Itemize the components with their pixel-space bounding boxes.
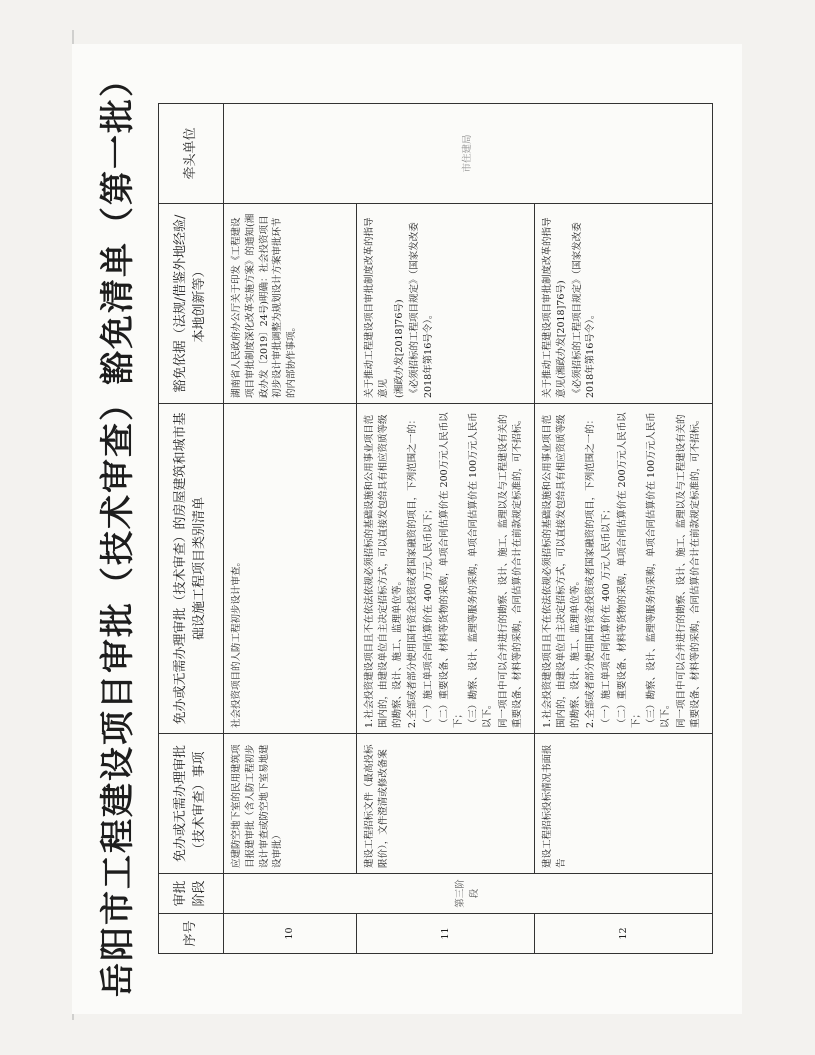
list-line: 2.全部或者部分使用国有资金投资或者国家融资的项目，下列范围之一的： <box>407 414 419 728</box>
list-line: （三）勘察、设计、监理等服务的采购，单项合同估算价在 100万元人民币以下。 <box>468 412 494 728</box>
basis-cell <box>224 204 357 404</box>
basis-line: 《必须招标的工程项目规定》（国家发改委2018年第16号令）。 <box>409 222 435 398</box>
item-cell: 建设工程招标文件（最高投标限价），文件澄清或修改备案 <box>357 734 535 874</box>
basis-line: (湘政办发[2018]76号) <box>393 299 405 398</box>
header-unit: 牵头单位 <box>159 104 224 204</box>
rotated-content <box>72 44 742 1014</box>
header-no: 序号 <box>159 914 224 954</box>
header-list: 免办或无需办理审批（技术审查）的房屋建筑和城市基础设施工程项目类别清单 <box>159 404 224 734</box>
table-row <box>357 104 535 954</box>
exemption-table <box>158 103 713 954</box>
basis-cell <box>357 204 535 404</box>
row-no: 10 <box>224 914 357 954</box>
list-line: （二）重要设备、材料等货物的采购，单项合同估算价在 200万元人民币以下； <box>616 412 642 728</box>
document-title: 岳阳市工程建设项目审批（技术审查）豁免清单（第一批） <box>98 61 138 997</box>
header-stage: 审批阶段 <box>159 874 224 914</box>
list-line: 社会投资项目的人防工程初步设计审查。 <box>231 556 242 728</box>
list-line: （二）重要设备、材料等货物的采购，单项合同估算价在 200万元人民币以下； <box>438 412 464 728</box>
list-cell <box>535 404 713 734</box>
list-line: （一）施工单项合同估算价在 400 万元人民币以下； <box>423 504 435 728</box>
list-line: 同一项目中可以合并进行的勘察、设计、施工、监理以及与工程建设有关的重要设备、材料等的采购，合同估算价合计在前款规定标准的，可不招标。 <box>497 414 523 728</box>
list-cell <box>224 404 357 734</box>
unit-cell: 市住建局 <box>224 104 713 204</box>
item-cell: 建设工程招标投标情况书面报告 <box>535 734 713 874</box>
table-header-row <box>159 104 224 954</box>
table-row <box>224 104 357 954</box>
list-cell <box>357 404 535 734</box>
basis-line: 关于推动工程建设项目审批制度改革的指导意见(湘政办发[2018]76号) <box>542 217 567 398</box>
table-row <box>535 104 713 954</box>
basis-line: 《必须招标的工程项目规定》（国家发改委2018年第16号令）。 <box>571 222 597 398</box>
basis-line: 关于推动工程建设项目审批制度改革的指导意见 <box>364 217 389 398</box>
basis-cell <box>535 204 713 404</box>
item-cell: 应建防空地下室的民用建筑项目报建审批（含人防工程初步设计审查或防空地下室易地建设审批） <box>224 734 357 874</box>
list-line: （三）勘察、设计、监理等服务的采购，单项合同估算价在 100万元人民币以下。 <box>646 412 672 728</box>
list-line: 1.社会投资建设项目且不在依法依规必须招标的基础设施和公用事业项目范围内的，由建设单位自主决定招标方式，可以直接发包给具有相应资质等级的勘察、设计、施工、监理单位等。 <box>364 414 403 728</box>
row-no: 11 <box>357 914 535 954</box>
list-line: 1.社会投资建设项目且不在依法依规必须招标的基础设施和公用事业项目范围内的，由建设单位自主决定招标方式，可以直接发包给具有相应资质等级的勘察、设计、施工、监理单位等。 <box>542 414 581 728</box>
document-page <box>72 44 742 1014</box>
list-line: （一）施工单项合同估算价在 400 万元人民币以下； <box>601 504 613 728</box>
list-line: 同一项目中可以合并进行的勘察、设计、施工、监理以及与工程建设有关的重要设备、材料等的采购，合同估算价合计在前款规定标准的，可不招标。 <box>675 414 701 728</box>
stage-cell: 第三阶段 <box>224 874 713 914</box>
header-basis: 豁免依据（法规/借鉴外地经验/本地创新等） <box>159 204 224 404</box>
header-item: 免办或无需办理审批（技术审查）事项 <box>159 734 224 874</box>
row-no: 12 <box>535 914 713 954</box>
list-line: 2.全部或者部分使用国有资金投资或者国家融资的项目，下列范围之一的： <box>585 414 597 728</box>
basis-line: 湖南省人民政府办公厅关于印发《工程建设项目审批制度深化改革实施方案》的通知(湘政办发〔2019〕24号)明确：社会投资项目初步设计审批调整为规划设计方案审批环节的内部协作事项。 <box>231 213 298 398</box>
